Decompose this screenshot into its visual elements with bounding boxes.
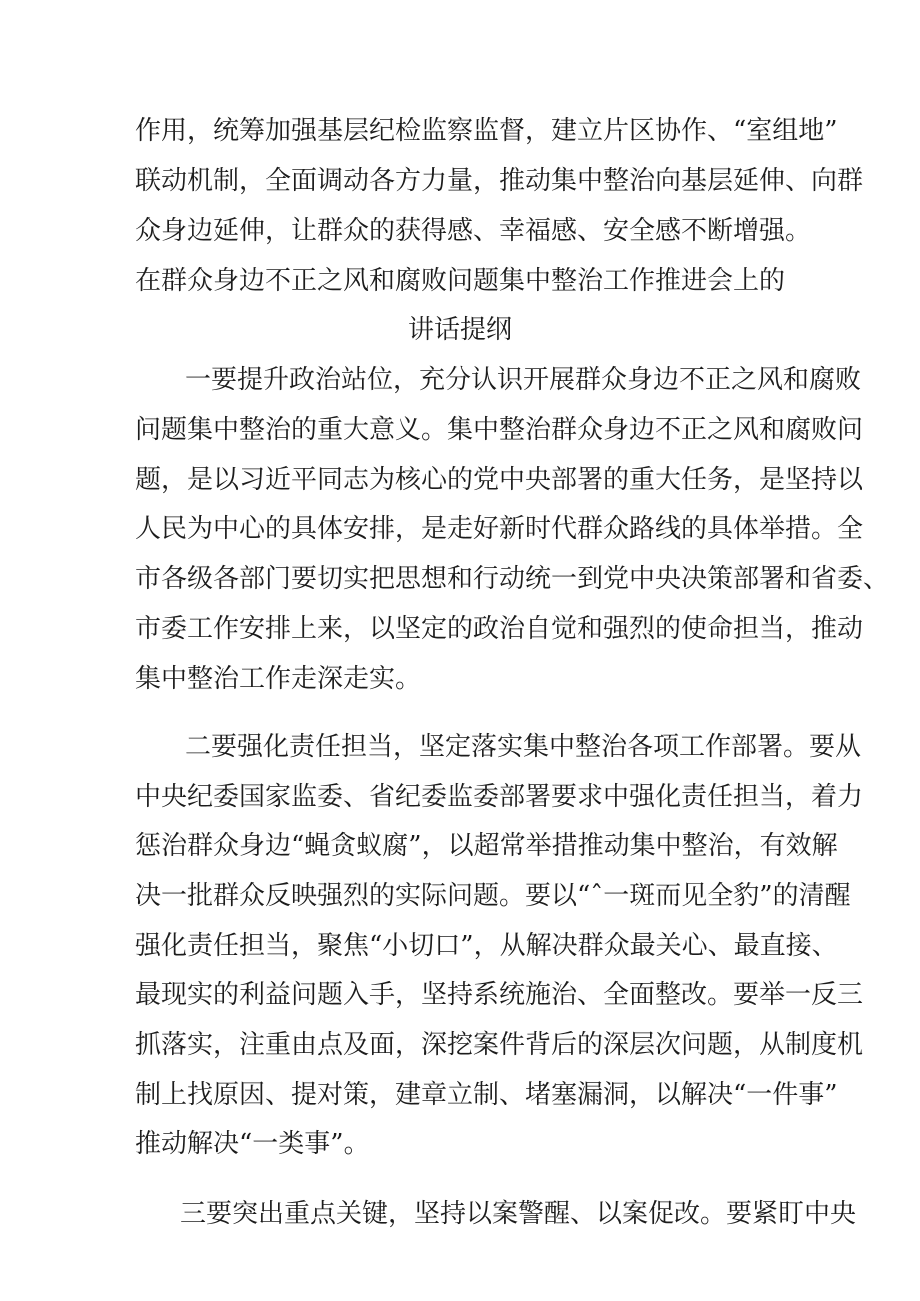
paragraph-2-line-9: 推动解决“一类事”。	[135, 1129, 370, 1159]
paragraph-1-line-3: 题，是以习近平同志为核心的党中央部署的重大任务，是坚持以	[135, 465, 864, 495]
intro-line-3: 众身边延伸，让群众的获得感、幸福感、安全感不断增强。	[135, 216, 812, 246]
paragraph-2-line-3: 惩治群众身边“蝇贪蚁腐”，以超常举措推动集中整治，有效解	[135, 831, 838, 861]
paragraph-2-line-2: 中央纪委国家监委、省纪委监委部署要求中强化责任担当，着力	[135, 782, 864, 812]
intro-line-1: 作用，统筹加强基层纪检监察监督，建立片区协作、“室组地”	[135, 116, 838, 146]
document-title-line-1: 在群众身边不正之风和腐败问题集中整治工作推进会上的	[134, 266, 785, 296]
paragraph-1-line-2: 问题集中整治的重大意义。集中整治群众身边不正之风和腐败问	[135, 415, 864, 445]
paragraph-2-line-8: 制上找原因、提对策，建章立制、堵塞漏洞，以解决“一件事”	[135, 1080, 838, 1110]
intro-line-2: 联动机制，全面调动各方力量，推动集中整治向基层延伸、向群	[135, 166, 864, 196]
paragraph-1-line-6: 市委工作安排上来，以坚定的政治自觉和强烈的使命担当，推动	[135, 614, 864, 644]
paragraph-2-line-6: 最现实的利益问题入手，坚持系统施治、全面整改。要举一反三	[135, 980, 864, 1010]
paragraph-2-line-4: 决一批群众反映强烈的实际问题。要以“ˆ一斑而见全豹”的清醒	[135, 881, 851, 911]
paragraph-1-line-4: 人民为中心的具体安排，是走好新时代群众路线的具体举措。全	[135, 514, 864, 544]
paragraph-3-line-1: 三要突出重点关键，坚持以案警醒、以案促改。要紧盯中央	[180, 1199, 857, 1229]
paragraph-2-line-7: 抓落实，注重由点及面，深挖案件背后的深层次问题，从制度机	[135, 1030, 864, 1060]
paragraph-1-line-1: 一要提升政治站位，充分认识开展群众身边不正之风和腐败	[185, 365, 862, 395]
paragraph-1-line-5: 市各级各部门要切实把思想和行动统一到党中央决策部署和省委、	[135, 564, 890, 594]
paragraph-2-line-5: 强化责任担当，聚焦“小切口”，从解决群众最关心、最直接、	[135, 931, 838, 961]
paragraph-1-line-7: 集中整治工作走深走实。	[135, 664, 422, 694]
document-title-line-2: 讲话提纲	[407, 315, 512, 345]
paragraph-2-line-1: 二要强化责任担当，坚定落实集中整治各项工作部署。要从	[185, 732, 862, 762]
